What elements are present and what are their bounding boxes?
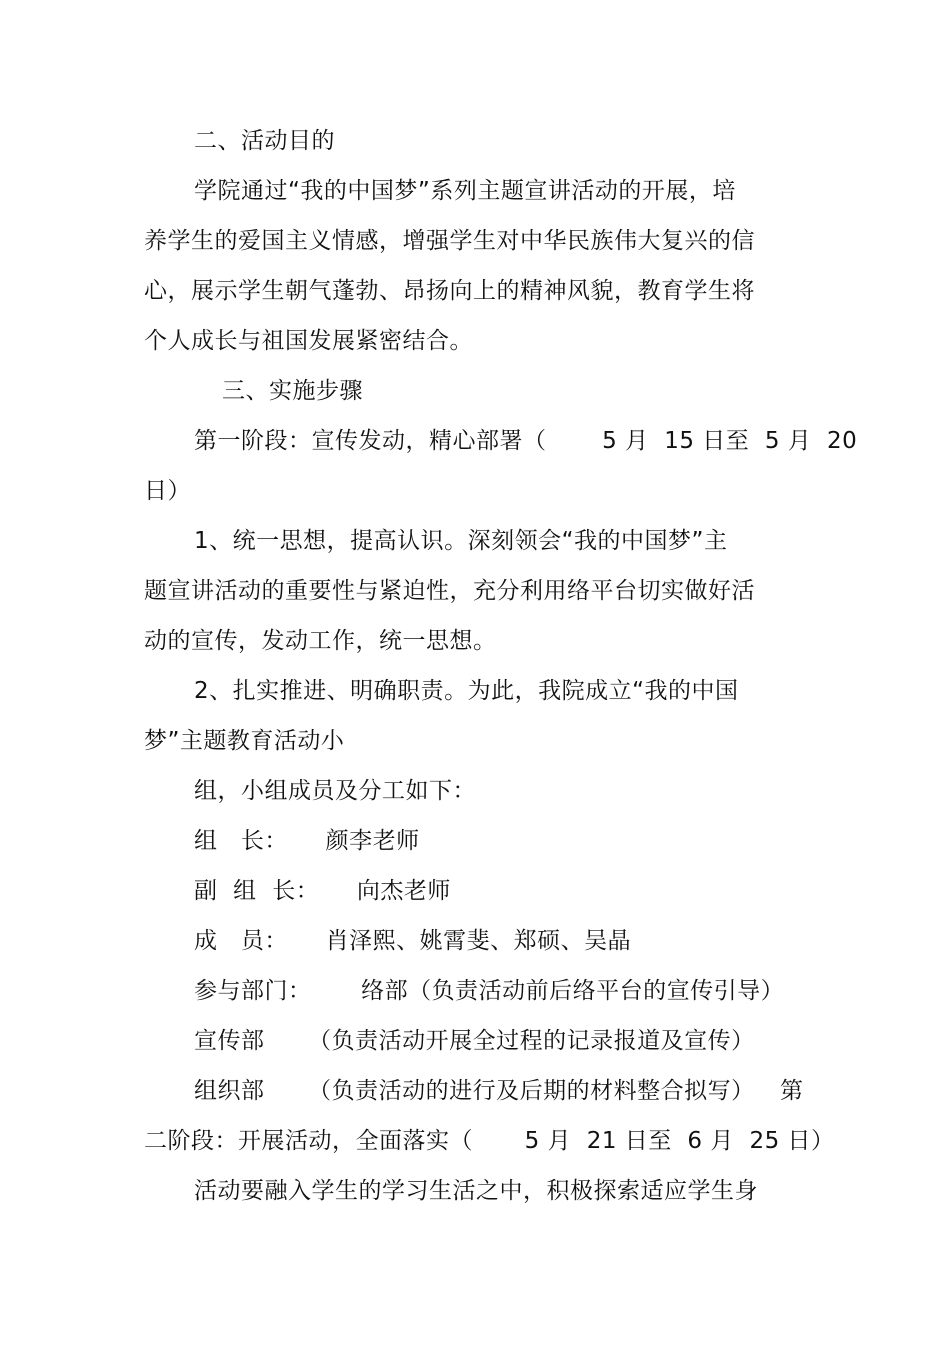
depts-label: 参与部门： <box>194 978 312 1004</box>
para-line-2: 养学生的爱国主义情感，增强学生对中华民族伟大复兴的信 <box>144 228 755 254</box>
stage1-label: 第一阶段：宣传发动，精心部署（ <box>194 428 547 454</box>
publicity-label: 宣传部 <box>194 1028 265 1054</box>
stage2-label: 二阶段：开展活动，全面落实（ <box>144 1128 473 1154</box>
deputy-label: 副 组 长： <box>194 878 320 904</box>
item2-line-3: 组，小组成员及分工如下： <box>194 778 476 804</box>
item2-line-2: 梦”主题教育活动小 <box>144 728 345 754</box>
item1-line-1: 1、统一思想，提高认识。深刻领会“我的中国梦”主 <box>194 528 728 554</box>
roster-publicity <box>194 1026 755 1056</box>
stage1-tail: 日） <box>144 478 191 504</box>
item1-line-2: 题宣讲活动的重要性与紧迫性，充分利用络平台切实做好活 <box>144 578 755 604</box>
deputy-value: 向杰老师 <box>356 878 451 904</box>
members-label: 成 员： <box>194 928 288 954</box>
org-label: 组织部 <box>194 1078 265 1104</box>
para-line-4: 个人成长与祖国发展紧密结合。 <box>144 328 473 354</box>
leader-value: 颜李老师 <box>325 828 420 854</box>
item1-line-3: 动的宣传，发动工作，统一思想。 <box>144 628 497 654</box>
roster-members <box>194 926 631 956</box>
para-line-1: 学院通过“我的中国梦”系列主题宣讲活动的开展，培 <box>194 178 736 204</box>
roster-leader <box>194 826 420 856</box>
org-value: （负责活动的进行及后期的材料整合拟写） <box>308 1078 755 1104</box>
org-trail: 第 <box>780 1078 804 1104</box>
section2-heading: 二、活动目的 <box>194 128 335 154</box>
depts-value: 络部（负责活动前后络平台的宣传引导） <box>361 978 785 1004</box>
publicity-value: （负责活动开展全过程的记录报道及宣传） <box>308 1028 755 1054</box>
roster-deputy <box>194 876 451 906</box>
leader-label: 组 长： <box>194 828 288 854</box>
para-line-3: 心，展示学生朝气蓬勃、昂扬向上的精神风貌，教育学生将 <box>144 278 755 304</box>
stage2-line <box>144 1126 835 1156</box>
roster-org <box>194 1076 755 1106</box>
last-line: 活动要融入学生的学习生活之中，积极探索适应学生身 <box>194 1178 758 1204</box>
stage1-dates: 5 月 15 日至 5 月 20 <box>602 428 858 454</box>
section3-heading: 三、实施步骤 <box>222 378 363 404</box>
item2-line-1: 2、扎实推进、明确职责。为此，我院成立“我的中国 <box>194 678 739 704</box>
roster-depts <box>194 976 784 1006</box>
stage1-line <box>194 426 857 456</box>
stage2-dates: 5 月 21 日至 6 月 25 日） <box>524 1128 835 1154</box>
members-value: 肖泽熙、姚霄斐、郑硕、吴晶 <box>325 928 632 954</box>
